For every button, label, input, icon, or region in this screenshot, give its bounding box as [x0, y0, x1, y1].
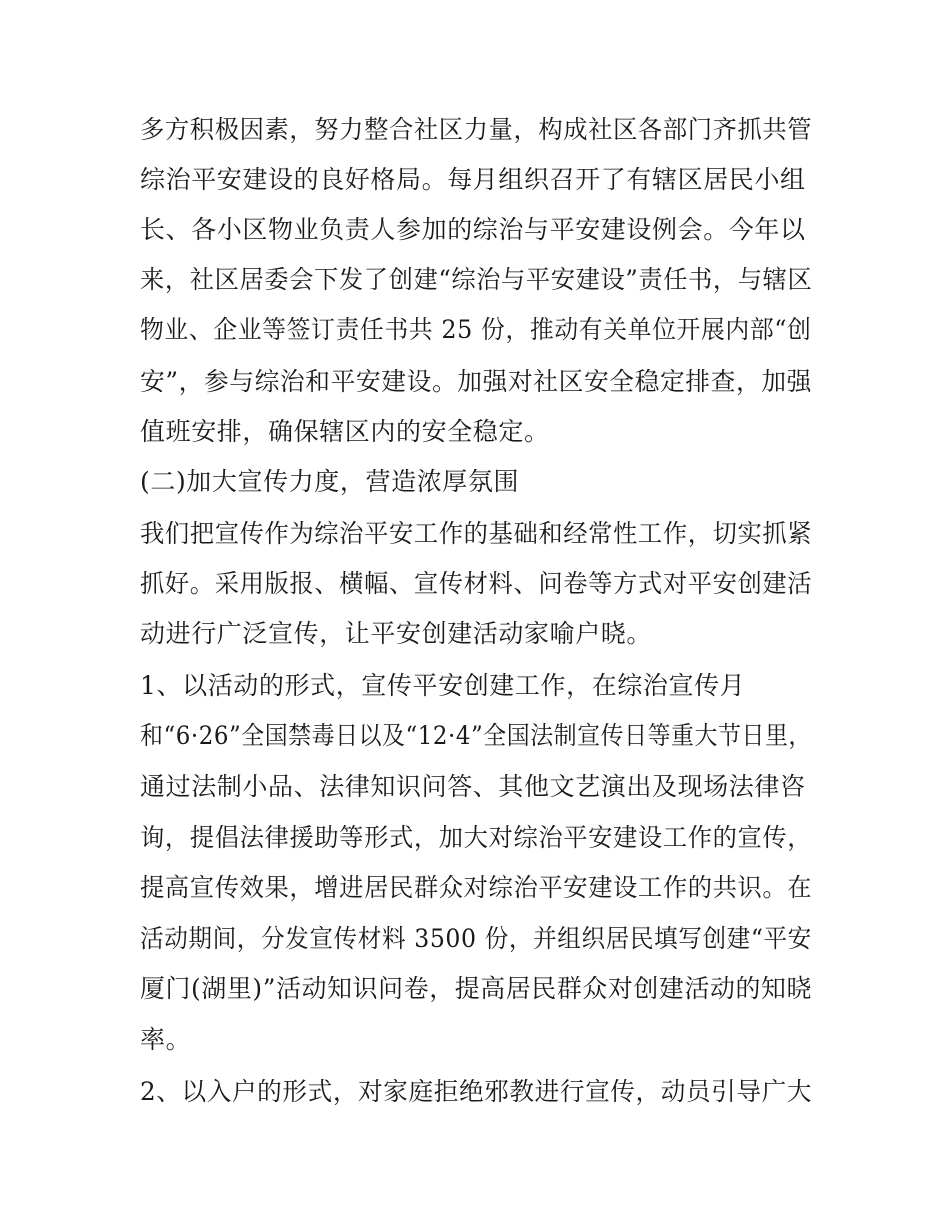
- section-heading: (二)加大宣传力度，营造浓厚氛围: [140, 467, 520, 496]
- text-line: 综治平安建设的良好格局。每月组织召开了有辖区居民小组: [140, 165, 806, 194]
- text-line: 来，社区居委会下发了创建“综治与平安建设”责任书，与辖区: [140, 265, 813, 294]
- text-line: 抓好。采用版报、横幅、宣传材料、问卷等方式对平安创建活: [140, 569, 813, 598]
- text-line: 动进行广泛宣传，让平安创建活动家喻户晓。: [140, 619, 653, 648]
- text-line: 长、各小区物业负责人参加的综治与平安建设例会。今年以: [140, 215, 806, 244]
- text-line: 值班安排，确保辖区内的安全稳定。: [140, 417, 550, 446]
- text-line: 询，提倡法律援助等形式，加大对综治平安建设工作的宣传，: [140, 823, 813, 852]
- text-line: 率。: [140, 1025, 192, 1054]
- text-line: 厦门(湖里)”活动知识问卷，提高居民群众对创建活动的知晓: [140, 974, 813, 1003]
- text-line: 物业、企业等签订责任书共 25 份，推动有关单位开展内部“创: [140, 315, 812, 344]
- text-line: 安”，参与综治和平安建设。加强对社区安全稳定排查，加强: [140, 367, 812, 396]
- text-line: 1、以活动的形式，宣传平安创建工作，在综治宣传月: [140, 671, 746, 700]
- text-line: 活动期间，分发宣传材料 3500 份，并组织居民填写创建“平安: [140, 924, 812, 953]
- text-line: 我们把宣传作为综治平安工作的基础和经常性工作，切实抓紧: [140, 519, 813, 548]
- text-line: 通过法制小品、法律知识问答、其他文艺演出及现场法律咨: [140, 772, 806, 801]
- text-line: 和“6·26”全国禁毒日以及“12·4”全国法制宣传日等重大节日里，: [140, 721, 812, 750]
- text-line: 2、以入户的形式，对家庭拒绝邪教进行宣传，动员引导广大: [140, 1077, 813, 1106]
- text-line: 多方积极因素，努力整合社区力量，构成社区各部门齐抓共管: [140, 115, 813, 144]
- text-line: 提高宣传效果，增进居民群众对综治平安建设工作的共识。在: [140, 873, 813, 902]
